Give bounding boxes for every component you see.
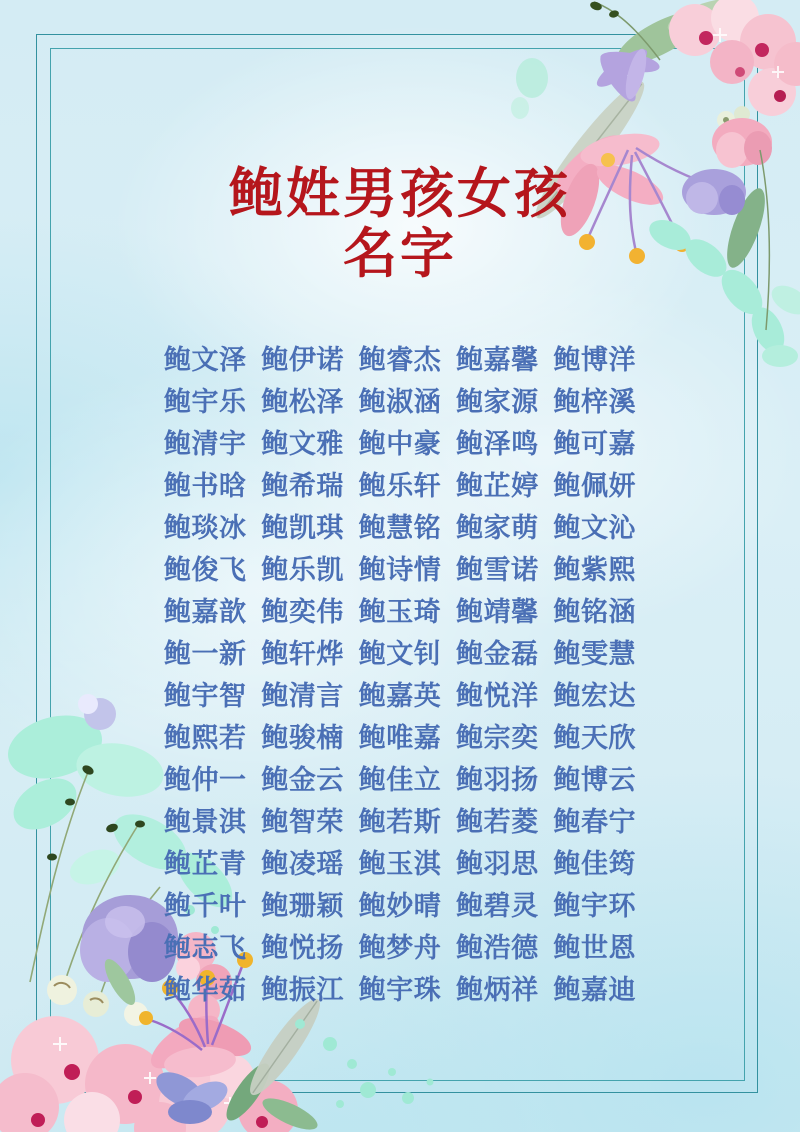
- name-item: 鲍清言: [261, 680, 344, 711]
- name-item: 鲍一新: [164, 638, 247, 669]
- name-item: 鲍宇智: [164, 680, 247, 711]
- name-item: 鲍悦扬: [261, 932, 344, 963]
- name-item: 鲍羽思: [456, 848, 539, 879]
- name-row: [164, 462, 636, 504]
- name-item: 鲍嘉迪: [553, 974, 636, 1005]
- name-item: 鲍玉琦: [358, 596, 442, 627]
- name-item: 鲍妙晴: [358, 890, 442, 921]
- name-item: 鲍珊颖: [261, 890, 344, 921]
- name-item: 鲍博云: [553, 764, 636, 795]
- name-item: 鲍振江: [261, 974, 344, 1005]
- name-item: 鲍松泽: [261, 386, 344, 417]
- name-item: 鲍金云: [261, 764, 344, 795]
- name-row: [164, 924, 636, 966]
- name-item: 鲍凯琪: [261, 512, 344, 543]
- name-item: 鲍宇珠: [358, 974, 442, 1005]
- name-item: 鲍梦舟: [358, 932, 442, 963]
- name-item: 鲍嘉馨: [456, 344, 539, 375]
- name-item: 鲍诗情: [358, 554, 442, 585]
- mint-splash: [511, 58, 548, 119]
- name-item: 鲍春宁: [553, 806, 636, 837]
- name-item: 鲍轩烨: [261, 638, 344, 669]
- name-item: 鲍乐凯: [261, 554, 344, 585]
- name-item: 鲍志飞: [164, 932, 247, 963]
- name-item: 鲍俊飞: [164, 554, 247, 585]
- name-row: [164, 672, 636, 714]
- name-item: 鲍雯慧: [553, 638, 636, 669]
- name-item: 鲍书晗: [164, 470, 247, 501]
- name-item: 鲍宗奕: [456, 722, 539, 753]
- name-row: [164, 630, 636, 672]
- name-item: 鲍中豪: [358, 428, 442, 459]
- name-item: 鲍泽鸣: [456, 428, 539, 459]
- name-row: [164, 504, 636, 546]
- name-row: [164, 546, 636, 588]
- name-item: 鲍文沁: [553, 512, 636, 543]
- name-row: [164, 882, 636, 924]
- name-item: 鲍骏楠: [261, 722, 344, 753]
- name-item: 鲍家萌: [456, 512, 539, 543]
- name-item: 鲍淑涵: [358, 386, 442, 417]
- name-item: 鲍唯嘉: [358, 722, 442, 753]
- name-item: 鲍文雅: [261, 428, 344, 459]
- name-row: [164, 336, 636, 378]
- name-item: 鲍清宇: [164, 428, 247, 459]
- name-row: [164, 798, 636, 840]
- name-item: 鲍千叶: [164, 890, 247, 921]
- name-item: 鲍嘉歆: [164, 596, 247, 627]
- name-item: 鲍仲一: [164, 764, 247, 795]
- name-item: 鲍羽扬: [456, 764, 539, 795]
- name-item: 鲍文泽: [164, 344, 247, 375]
- names-grid: [164, 336, 636, 1008]
- name-row: [164, 378, 636, 420]
- name-row: [164, 840, 636, 882]
- name-item: 鲍佩妍: [553, 470, 636, 501]
- name-item: 鲍伊诺: [261, 344, 344, 375]
- name-item: 鲍可嘉: [553, 428, 636, 459]
- title-line-2: 名字: [343, 224, 457, 284]
- name-item: 鲍雪诺: [456, 554, 539, 585]
- name-item: 鲍芷青: [164, 848, 247, 879]
- name-item: 鲍博洋: [553, 344, 636, 375]
- name-item: 鲍熙若: [164, 722, 247, 753]
- name-item: 鲍宏达: [553, 680, 636, 711]
- name-item: 鲍慧铭: [358, 512, 442, 543]
- name-item: 鲍若菱: [456, 806, 539, 837]
- name-item: 鲍天欣: [553, 722, 636, 753]
- name-item: 鲍世恩: [553, 932, 636, 963]
- name-row: [164, 588, 636, 630]
- name-row: [164, 966, 636, 1008]
- name-item: 鲍景淇: [164, 806, 247, 837]
- name-item: 鲍乐轩: [358, 470, 442, 501]
- name-item: 鲍若斯: [358, 806, 442, 837]
- name-item: 鲍金磊: [456, 638, 539, 669]
- name-item: 鲍佳筠: [553, 848, 636, 879]
- name-item: 鲍家源: [456, 386, 539, 417]
- name-item: 鲍琰冰: [164, 512, 247, 543]
- name-item: 鲍智荣: [261, 806, 344, 837]
- name-item: 鲍铭涵: [553, 596, 636, 627]
- name-item: 鲍嘉英: [358, 680, 442, 711]
- poster-title: [0, 164, 800, 284]
- name-item: 鲍奕伟: [261, 596, 344, 627]
- name-item: 鲍浩德: [456, 932, 539, 963]
- name-item: 鲍华茹: [164, 974, 247, 1005]
- title-line-1: 鲍姓男孩女孩: [229, 164, 571, 224]
- name-item: 鲍悦洋: [456, 680, 539, 711]
- name-item: 鲍炳祥: [456, 974, 539, 1005]
- name-row: [164, 420, 636, 462]
- name-item: 鲍文钊: [358, 638, 442, 669]
- name-item: 鲍宇环: [553, 890, 636, 921]
- name-item: 鲍希瑞: [261, 470, 344, 501]
- name-item: 鲍玉淇: [358, 848, 442, 879]
- name-item: 鲍梓溪: [553, 386, 636, 417]
- name-item: 鲍睿杰: [358, 344, 442, 375]
- name-item: 鲍凌瑶: [261, 848, 344, 879]
- name-row: [164, 756, 636, 798]
- name-item: 鲍芷婷: [456, 470, 539, 501]
- pink-blossom-cluster: [669, 0, 800, 116]
- name-item: 鲍紫熙: [553, 554, 636, 585]
- pink-cup-flower: [712, 106, 772, 168]
- name-item: 鲍碧灵: [456, 890, 539, 921]
- name-item: 鲍佳立: [358, 764, 442, 795]
- name-item: 鲍宇乐: [164, 386, 247, 417]
- name-row: [164, 714, 636, 756]
- name-item: 鲍靖馨: [456, 596, 539, 627]
